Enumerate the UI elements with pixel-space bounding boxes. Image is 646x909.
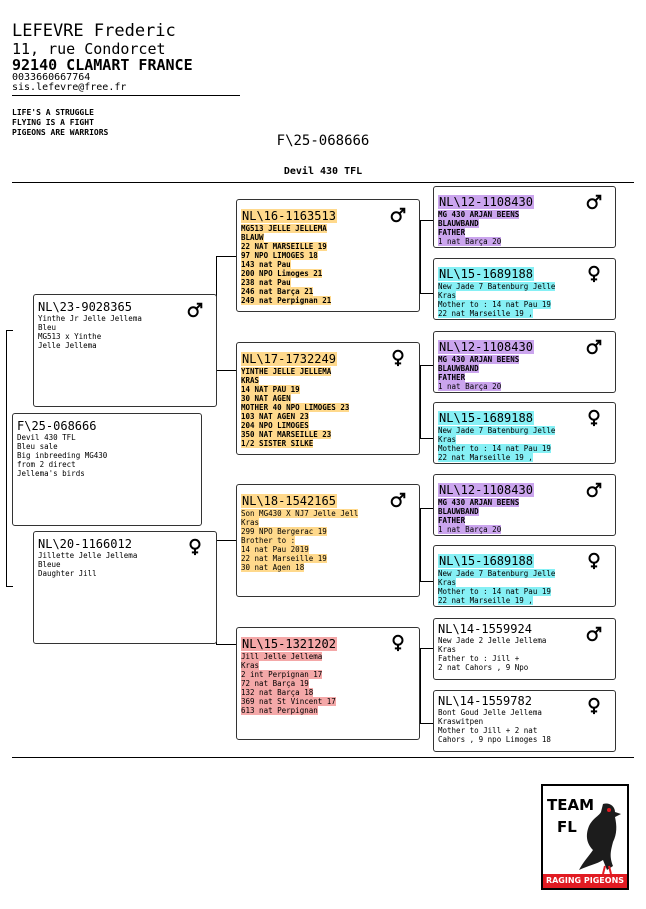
ring-number: NL\12-1108430 [439,195,533,209]
info-line: 22 nat Marseille 19 , [438,309,533,318]
motto-line: FLYING IS A FIGHT [12,118,94,127]
male-icon [585,338,603,356]
ring-number: NL\12-1108430 [439,340,533,354]
great-grandparent-card[interactable] [433,258,616,320]
info-line: 22 nat Marseille 19 [241,554,327,563]
info-line: Mother to Jill + 2 nat [438,726,538,735]
info-line: 1 nat Barça 20 [438,237,502,246]
great-grandparent-card[interactable] [433,545,616,607]
male-icon [186,301,204,319]
ring-number: NL\18-1542165 [242,494,336,508]
great-grandparent-card[interactable] [433,690,616,752]
connector [420,220,434,294]
ring-number: NL\20-1166012 [38,537,132,551]
info-line: MG 430 ARJAN BEENS [438,210,520,219]
connector [216,644,236,646]
ring-number: NL\17-1732249 [242,352,336,366]
great-grandparent-card[interactable] [433,402,616,464]
info-line: Jelle Jellema [38,341,97,350]
connector [420,648,434,724]
info-line: 350 NAT MARSEILLE 23 [241,430,332,439]
female-icon [585,265,603,283]
ring-number: NL\16-1163513 [242,209,336,223]
info-line: Yinthe Jr Jelle Jellema [38,314,142,323]
info-line: Kras [438,578,457,587]
info-line: Kraswitpen [438,717,484,726]
info-line: BLAUW [241,233,264,242]
info-line: 1 nat Barça 20 [438,382,502,391]
ring-number: NL\15-1321202 [242,637,336,651]
great-grandparent-card[interactable] [433,331,616,393]
info-line: Jillette Jelle Jellema [38,551,138,560]
team-logo [541,784,629,890]
info-line: 14 NAT PAU 19 [241,385,300,394]
info-line: 613 nat Perpignan [241,706,318,715]
info-line: 1 nat Barça 20 [438,525,502,534]
info-line: Bleu [38,323,57,332]
info-line: 143 nat Pau [241,260,291,269]
info-line: 200 NPO Limoges 21 [241,269,323,278]
grandparent-card[interactable] [236,627,420,740]
logo-text: FL [557,818,577,836]
info-line: New Jade 7 Batenburg Jelle [438,282,556,291]
info-line: 97 NPO LIMOGES 18 [241,251,318,260]
owner-phone: 0033660667764 [12,72,91,83]
male-icon [585,193,603,211]
info-line: 30 NAT AGEN [241,394,291,403]
info-line: 22 nat Marseille 19 , [438,596,533,605]
info-line: Mother to : 14 nat Pau 19 [438,300,551,309]
info-line: Kras [438,291,457,300]
info-line: 72 nat Barça 19 [241,679,309,688]
info-line: MG513 x Yinthe [38,332,102,341]
connector [216,540,236,542]
info-line: 369 nat St Vincent 17 [241,697,336,706]
sire-card[interactable] [33,294,217,407]
info-line: Kras [438,435,457,444]
info-line: BLAUWBAND [438,364,479,373]
info-line: 2 int Perpignan 17 [241,670,323,679]
divider [12,182,634,183]
ring-number: NL\15-1689188 [439,411,533,425]
divider [12,95,240,96]
info-line: Brother to : [241,536,296,545]
info-line: MG513 JELLE JELLEMA [241,224,327,233]
connector [420,508,434,582]
owner-name: LEFEVRE Frederic [12,21,176,41]
info-line: BLAUWBAND [438,219,479,228]
grandparent-card[interactable] [236,199,420,312]
female-icon [585,409,603,427]
connector [216,370,236,372]
info-line: Kras [241,661,260,670]
info-line: 103 NAT AGEN 23 [241,412,309,421]
motto-line: PIGEONS ARE WARRIORS [12,128,109,137]
info-line: 30 nat Agen 18 [241,563,305,572]
info-line: Father to : Jill + [438,654,520,663]
main-ring-number: F\25-068666 [276,133,370,149]
male-icon [585,625,603,643]
info-line: New Jade 7 Batenburg Jelle [438,426,556,435]
logo-text: TEAM [547,796,595,814]
male-icon [389,491,407,509]
info-line: Mother to : 14 nat Pau 19 [438,587,551,596]
info-line: FATHER [438,228,466,237]
info-line: New Jade 7 Batenburg Jelle [438,569,556,578]
divider [12,757,634,758]
info-line: Bleu sale [17,442,58,451]
motto-line: LIFE'S A STRUGGLE [12,108,94,117]
female-icon [389,634,407,652]
great-grandparent-card[interactable] [433,186,616,248]
info-line: Mother to : 14 nat Pau 19 [438,444,551,453]
info-line: MG 430 ARJAN BEENS [438,355,520,364]
logo-banner: RAGING PIGEONS [543,874,627,888]
female-icon [585,552,603,570]
ring-number: NL\12-1108430 [439,483,533,497]
female-icon [389,349,407,367]
grandparent-card[interactable] [236,342,420,455]
grandparent-card[interactable] [236,484,420,597]
info-line: MG 430 ARJAN BEENS [438,498,520,507]
info-line: MOTHER 40 NPO LIMOGES 23 [241,403,350,412]
info-line: 238 nat Pau [241,278,291,287]
info-line: FATHER [438,373,466,382]
main-pigeon-name: Devil 430 TFL [283,166,363,177]
pigeon-icon [573,800,627,876]
info-line: Devil 430 TFL [17,433,76,442]
connector [216,256,236,258]
info-line: Jellema's birds [17,469,85,478]
info-line: 1/2 SISTER SILKE [241,439,314,448]
dam-card[interactable] [33,531,217,644]
male-icon [389,206,407,224]
subject-card[interactable] [12,413,202,526]
info-line: Big inbreeding MG430 [17,451,108,460]
great-grandparent-card[interactable] [433,474,616,536]
info-line: BLAUWBAND [438,507,479,516]
ring-number: NL\23-9028365 [38,300,132,314]
info-line: FATHER [438,516,466,525]
info-line: KRAS [241,376,260,385]
male-icon [585,481,603,499]
owner-street: 11, rue Condorcet [12,40,166,58]
ring-number: NL\14-1559924 [438,622,532,636]
info-line: 249 nat Perpignan 21 [241,296,332,305]
info-line: Cahors , 9 npo Limoges 18 [438,735,551,744]
info-line: 204 NPO LIMOGES [241,421,309,430]
info-line: 2 nat Cahors , 9 Npo [438,663,529,672]
info-line: Bont Goud Jelle Jellema [438,708,542,717]
ring-number: F\25-068666 [17,419,97,433]
info-line: Daughter Jill [38,569,97,578]
owner-email: sis.lefevre@free.fr [12,82,127,93]
ring-number: NL\15-1689188 [439,267,533,281]
ring-number: NL\15-1689188 [439,554,533,568]
info-line: 132 nat Barça 18 [241,688,314,697]
female-icon [585,697,603,715]
great-grandparent-card[interactable] [433,618,616,680]
info-line: Jill Jelle Jellema [241,652,323,661]
connector [420,365,434,439]
ring-number: NL\14-1559782 [438,694,532,708]
info-line: 246 nat Barça 21 [241,287,314,296]
info-line: 22 NAT MARSEILLE 19 [241,242,327,251]
info-line: Son MG430 X NJ7 Jelle Jell [241,509,359,518]
info-line: New Jade 2 Jelle Jellema [438,636,547,645]
info-line: YINTHE JELLE JELLEMA [241,367,332,376]
info-line: Bleue [38,560,61,569]
female-icon [186,538,204,556]
info-line: Kras [241,518,260,527]
info-line: 14 nat Pau 2019 [241,545,309,554]
info-line: from 2 direct [17,460,76,469]
info-line: Kras [438,645,457,654]
info-line: 22 nat Marseille 19 , [438,453,533,462]
info-line: 299 NPO Bergerac 19 [241,527,327,536]
owner-city: 92140 CLAMART FRANCE [12,56,193,74]
